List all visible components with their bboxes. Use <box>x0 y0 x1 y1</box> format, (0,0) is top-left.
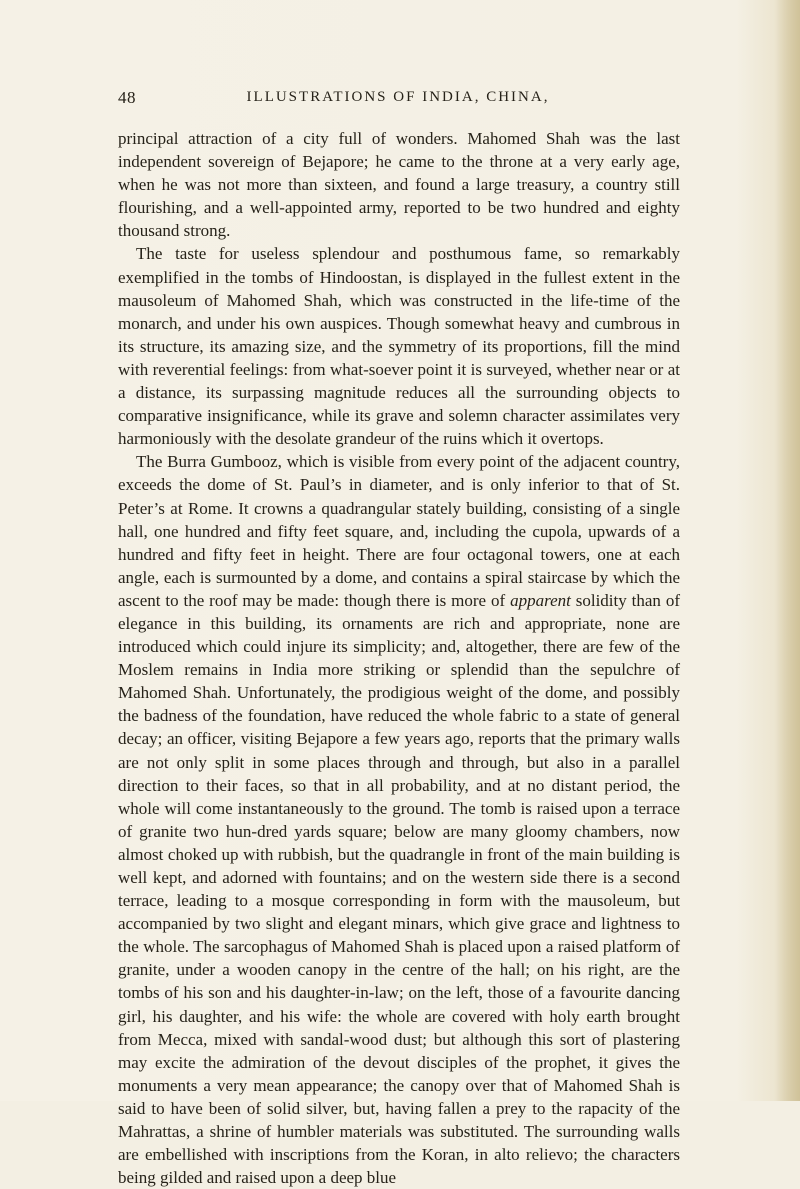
body-text <box>118 127 680 1189</box>
page-edge-shadow <box>774 0 800 1101</box>
emphasis-apparent: apparent <box>510 590 571 610</box>
paragraph-3-part-2: solidity than of elegance in this building, its ornaments are rich and appropriate, none are introduced which could injure its simplicity; and, altogether, there are few of the Moslem remains in India more striking or splendid than the sepulchre of Mahomed Shah. Unfortunately, the prodigious weight of the dome, and possibly the badness of the foundation, have reduced the whole fabric to a state of general decay; an officer, visiting Bejapore a few years ago, reports that the primary walls are not only split in some places through and through, but also in a parallel direction to their faces, so that in all probability, and at no distant period, the whole will come instantaneously to the ground. The tomb is raised upon a terrace of granite two hun-dred yards square; below are many gloomy chambers, now almost choked up with rubbish, but the quadrangle in front of the main building is well kept, and adorned with fountains; and on the western side there is a second terrace, leading to a mosque corresponding in form with the mausoleum, but accompanied by two slight and elegant minars, which give grace and lightness to the whole. The sarcophagus of Mahomed Shah is placed upon a raised platform of granite, under a wooden canopy in the centre of the hall; on his right, are the tombs of his son and his daughter-in-law; on the left, those of a favourite dancing girl, his daughter, and his wife: the whole are covered with holy earth brought from Mecca, mixed with sandal-wood dust; but although this sort of plastering may excite the admiration of the devout disciples of the prophet, it gives the monuments a very mean appearance; the canopy over that of Mahomed Shah is said to have been of solid silver, but, having fallen a prey to the rapacity of the Mahrattas, a shrine of humbler materials was substituted. The surrounding walls are embellished with inscriptions from the Koran, in alto relievo; the characters being gilded and raised upon a deep blue <box>118 590 680 1188</box>
page-number: 48 <box>118 88 136 107</box>
running-head: ILLUSTRATIONS OF INDIA, CHINA, <box>246 89 550 105</box>
page-header <box>118 88 678 112</box>
paragraph-3 <box>118 450 680 1189</box>
paragraph-2: The taste for useless splendour and posthumous fame, so remarkably exemplified in the tombs of Hindoostan, is displayed in the fullest extent in the mausoleum of Mahomed Shah, which was constructed in the life-time of the monarch, and under his own auspices. Though somewhat heavy and cumbrous in its structure, its amazing size, and the symmetry of its proportions, fill the mind with reverential feelings: from what-soever point it is surveyed, whether near or at a distance, its surpassing magnitude reduces all the surrounding objects to comparative insignificance, while its grave and solemn character assimilates very harmoniously with the desolate grandeur of the ruins which it overtops. <box>118 244 680 449</box>
paragraph-1: principal attraction of a city full of wonders. Mahomed Shah was the last independent sovereign of Bejapore; he came to the throne at a very early age, when he was not more than sixteen, and found a large treasury, a country still flourishing, and a well-appointed army, reported to be two hundred and eighty thousand strong. <box>118 129 680 241</box>
paragraph-3-part-1: The Burra Gumbooz, which is visible from every point of the adjacent country, exceeds the dome of St. Paul’s in diameter, and is only inferior to that of St. Peter’s at Rome. It crowns a quadrangular stately building, consisting of a single hall, one hundred and fifty feet square, and, including the cupola, upwards of a hundred and fifty feet in height. There are four octagonal towers, one at each angle, each is surmounted by a dome, and contains a spiral staircase by which the ascent to the roof may be made: though there is more of <box>118 452 680 610</box>
